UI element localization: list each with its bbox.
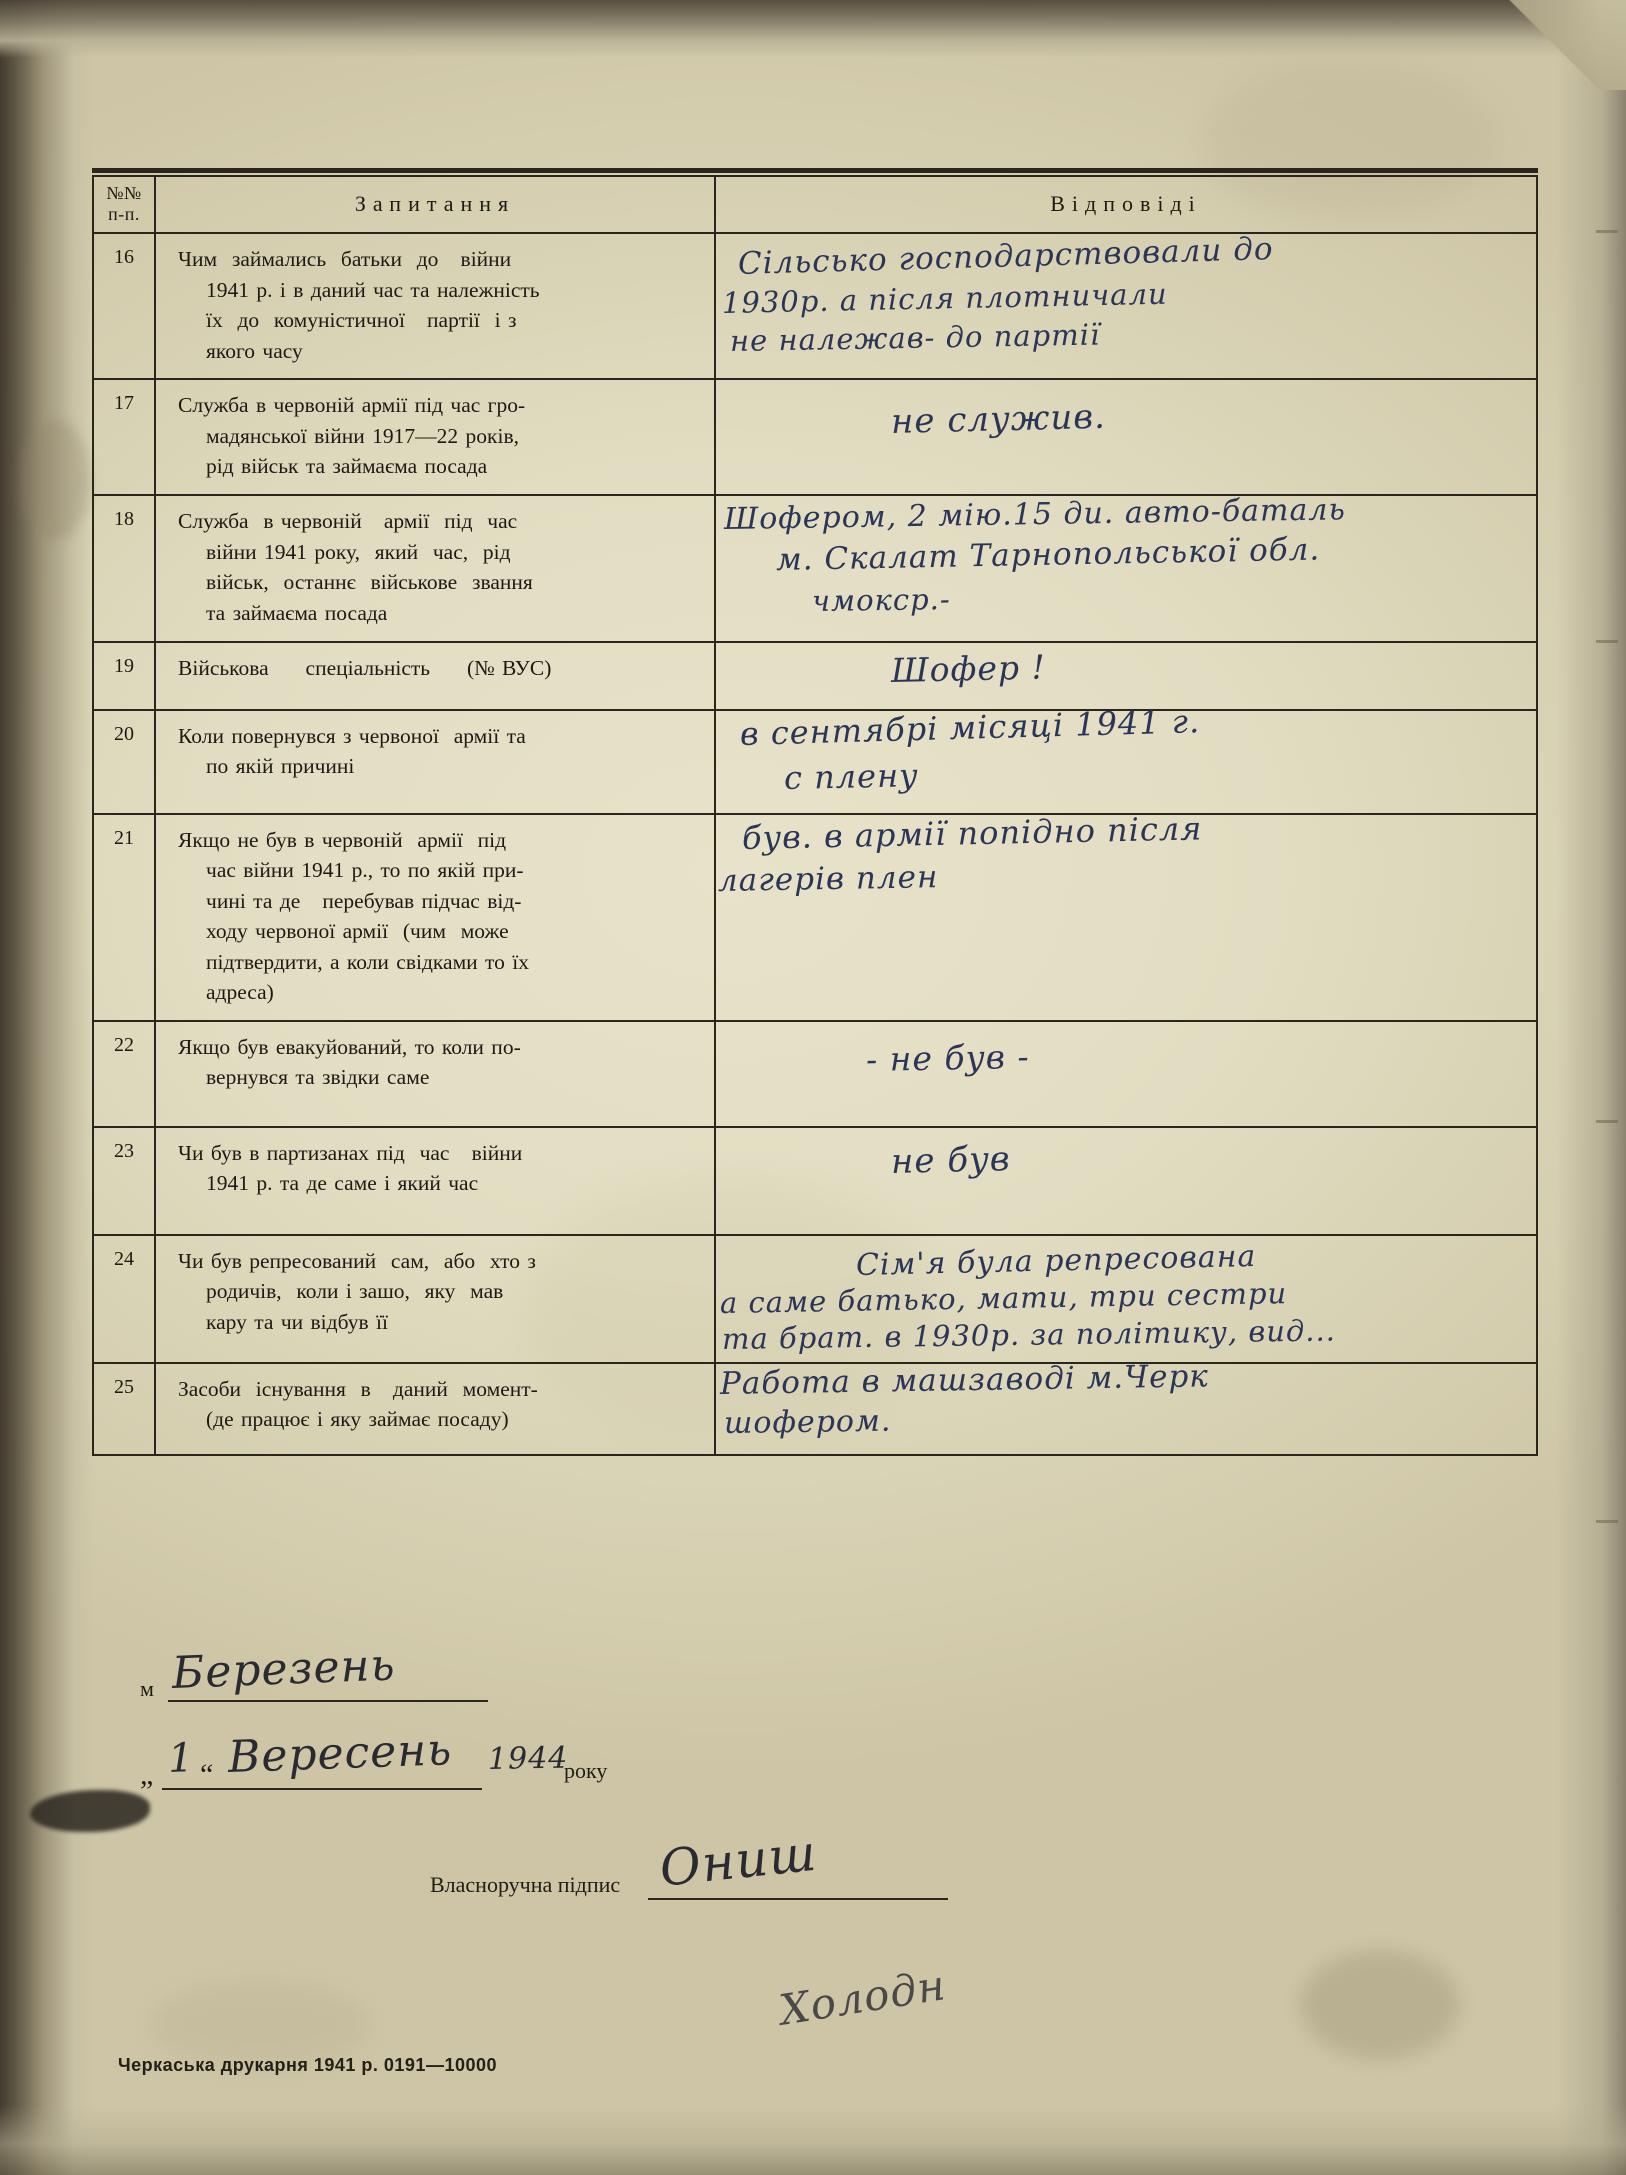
question-line: Служба в червоній армії під час гро- [178, 393, 526, 418]
binding-gutter-shadow [0, 0, 95, 2175]
form-table [92, 177, 1538, 1456]
row-number: 21 [93, 814, 155, 1021]
signature-label: Власноручна підпис [430, 1872, 621, 1897]
edge-tick [1596, 230, 1618, 233]
page-right-edge-shadow [1556, 0, 1626, 2175]
row-question [155, 1021, 715, 1127]
question-line: кару та чи відбув її [206, 1309, 388, 1334]
table-top-rule-thick [92, 168, 1538, 173]
page-corner-fold [1506, 0, 1626, 90]
row-answer [715, 1357, 1537, 1455]
question-line: Військова спеціальність (№ ВУС) [178, 655, 552, 680]
answer-handwriting-line: с плену [783, 755, 920, 797]
row-question [155, 379, 715, 495]
question-line: Чим займались батьки до війни [178, 247, 512, 272]
date-line [140, 1714, 1480, 1810]
question-line: рід військ та займаєма посада [206, 454, 488, 479]
question-line: та займаєма посада [206, 600, 388, 625]
answer-handwriting-line: м. Скалат Тарнопольської обл. [775, 531, 1321, 579]
place-prefix-label: м [140, 1676, 154, 1701]
header-questions: Запитання [354, 191, 516, 216]
document-footer [140, 1639, 1480, 2050]
question-line: Чи був репресований сам, або хто з [178, 1248, 536, 1273]
question-line: родичів, коли і зашо, яку мав [206, 1279, 504, 1304]
question-line: вернувся та звідки саме [206, 1065, 430, 1090]
question-line: чині та де перебував підчас від- [206, 888, 522, 913]
row-number: 20 [93, 710, 155, 814]
answer-handwriting-line: та брат. в 1930р. за політику, вид... [721, 1313, 1337, 1356]
edge-tick [1596, 1120, 1618, 1123]
page-top-edge-shadow [0, 0, 1626, 58]
question-line: війни 1941 року, який час, рід [206, 539, 511, 564]
question-line: мадянської війни 1917—22 років, [206, 423, 519, 448]
table-row [93, 1127, 1537, 1235]
row-question [155, 814, 715, 1021]
place-line [140, 1639, 1480, 1714]
table-row [93, 1363, 1537, 1455]
question-line: Коли повернувся з червоної армії та [178, 723, 526, 748]
table-header-row [93, 177, 1537, 233]
question-line: по якій причині [206, 754, 355, 779]
table-row [93, 495, 1537, 641]
date-quote-mark-close: “ [200, 1758, 214, 1791]
questionnaire-table [92, 168, 1538, 1456]
row-question [155, 233, 715, 379]
table-row [93, 710, 1537, 814]
question-line: підтвердити, а коли свідками то їх [206, 949, 530, 974]
signature-rule [648, 1898, 948, 1900]
row-number: 19 [93, 642, 155, 710]
answer-handwriting-line: Сім'я була репресована [855, 1238, 1257, 1283]
extra-signature-line [140, 1930, 1480, 2050]
row-number: 16 [93, 233, 155, 379]
question-line: Якщо не був в червоній армії під [178, 827, 507, 852]
row-answer [715, 379, 1537, 495]
edge-tick [1596, 640, 1618, 643]
row-question [155, 642, 715, 710]
table-row [93, 814, 1537, 1021]
date-rule [162, 1788, 482, 1790]
question-line: 1941 р. і в даний час та належність [206, 277, 540, 302]
edge-tick [1596, 1520, 1618, 1523]
table-row [93, 379, 1537, 495]
row-number: 25 [93, 1363, 155, 1455]
question-line: Засоби існування в даний момент- [178, 1376, 538, 1401]
answer-handwriting-line: чмокср.- [811, 582, 951, 619]
answer-handwriting-line: а саме батько, мати, три сестри [719, 1275, 1288, 1320]
row-number: 17 [93, 379, 155, 495]
row-answer [715, 1021, 1537, 1127]
question-line: Чи був в партизанах під час війни [178, 1140, 523, 1165]
row-answer [715, 1127, 1537, 1235]
row-answer [715, 808, 1537, 1021]
row-question [155, 710, 715, 814]
row-question [155, 495, 715, 641]
row-question [155, 1363, 715, 1455]
date-day-handwriting: 1 [167, 1735, 196, 1782]
table-row [93, 642, 1537, 710]
question-line: 1941 р. та де саме і який час [206, 1171, 479, 1196]
answer-handwriting-line: лагерів плен [717, 858, 939, 899]
row-number: 23 [93, 1127, 155, 1235]
row-question [155, 1235, 715, 1363]
question-line: (де працює і яку займає посаду) [206, 1407, 509, 1432]
date-year-suffix: року [564, 1758, 608, 1783]
row-answer [715, 642, 1537, 710]
date-year-handwriting: 1944 [487, 1740, 569, 1777]
answer-handwriting-line: 1930р. а після плотничали [721, 277, 1169, 321]
question-line: час війни 1941 р., то по якій при- [206, 858, 524, 883]
table-row [93, 1021, 1537, 1127]
question-line: військ, останнє військове звання [206, 570, 533, 595]
row-answer [715, 492, 1537, 641]
header-num-line1: №№ [106, 183, 142, 203]
answer-handwriting-line: Работа в машзаводі м.Черк [719, 1357, 1210, 1402]
answer-handwriting-line: Шофер ! [890, 646, 1047, 690]
page-bottom-edge-shadow [0, 2105, 1626, 2175]
table-row [93, 1235, 1537, 1363]
answer-handwriting-line: не служив. [890, 397, 1107, 443]
question-line: їх до комуністичної партії і з [206, 308, 517, 333]
date-quote-mark: „ [140, 1758, 154, 1791]
question-line: ходу червоної армії (чим може [206, 919, 509, 944]
row-answer [715, 1235, 1537, 1363]
signature-line [140, 1810, 1480, 1930]
answer-handwriting-line: Шофером, 2 мію.15 ди. авто-баталь [723, 492, 1347, 538]
answer-handwriting-line: був. в армії попідно після [741, 808, 1203, 857]
row-answer [715, 701, 1537, 814]
header-num-line2: п-п. [108, 203, 140, 224]
place-handwriting: Березень [171, 1639, 397, 1699]
printer-imprint: Черкаська друкарня 1941 р. 0191—10000 [118, 2055, 497, 2075]
question-line: Служба в червоній армії під час [178, 509, 518, 534]
row-number: 22 [93, 1021, 155, 1127]
row-number: 24 [93, 1235, 155, 1363]
row-answer [715, 233, 1537, 379]
question-line: адреса) [206, 980, 274, 1005]
answer-handwriting-line: - не був - [865, 1036, 1030, 1079]
signature-handwriting: Ониш [656, 1823, 820, 1898]
row-number: 18 [93, 495, 155, 641]
question-line: Якщо був евакуйований, то коли по- [178, 1034, 521, 1059]
answer-handwriting-line: шофером. [723, 1403, 892, 1441]
answer-handwriting-line: не належав- до партії [729, 317, 1101, 359]
header-answers: Відповіді [1050, 191, 1202, 216]
row-question [155, 1127, 715, 1235]
place-rule [168, 1700, 488, 1702]
answer-handwriting-line: в сентябрі місяці 1941 г. [739, 701, 1201, 753]
answer-handwriting-line: не був [890, 1138, 1012, 1182]
date-month-handwriting: Вересень [227, 1724, 453, 1783]
extra-signature-handwriting: Холодн [776, 1960, 950, 2035]
table-row [93, 233, 1537, 379]
question-line: якого часу [206, 338, 303, 363]
answer-handwriting-line: Сільсько господарствовали до [737, 231, 1274, 283]
